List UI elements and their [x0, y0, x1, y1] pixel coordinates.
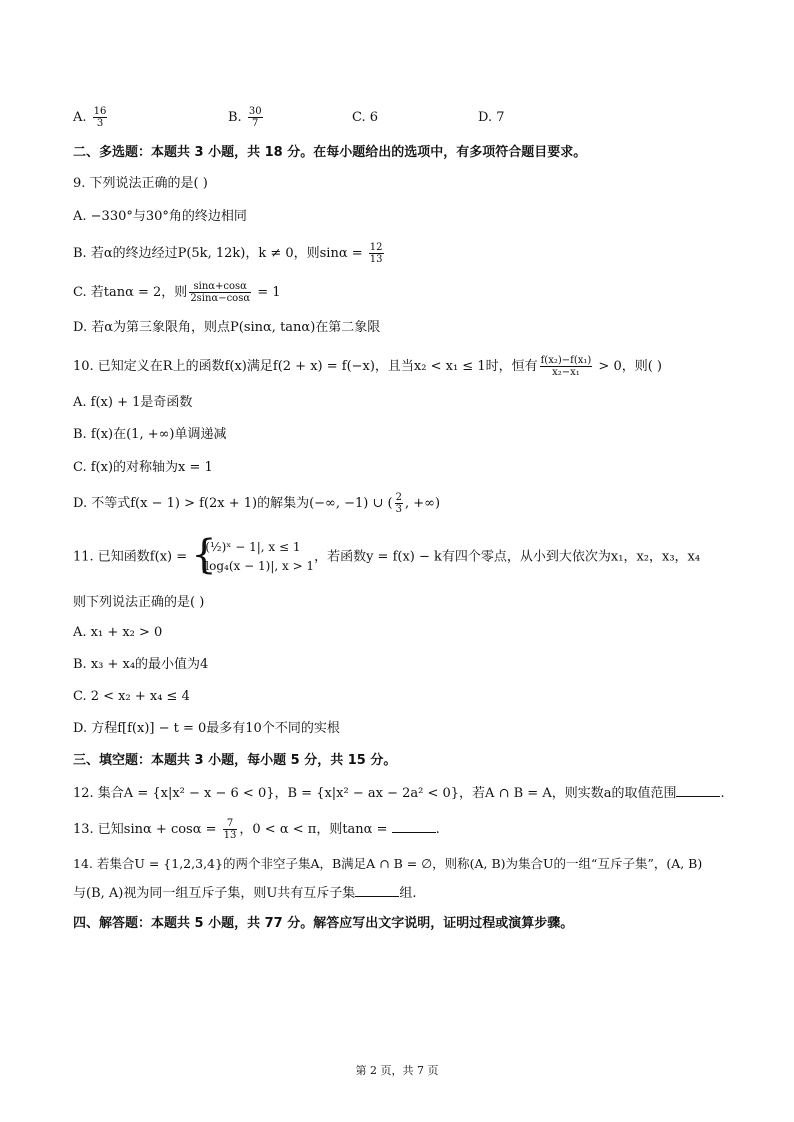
q11-option-d: D. 方程f[f(x)] − t = 0最多有10个不同的实根 — [73, 721, 340, 736]
q14-answer-blank — [355, 884, 399, 897]
q8-option-a: A. $\frac{16}{3}$ — [73, 106, 107, 129]
q13: 13. 已知sinα + cosα = $\frac{7}{13}$ ，0 < α < π，则tanα = . — [73, 818, 440, 841]
section-heading-fill-blank: 三、填空题：本题共 3 小题，每小题 5 分，共 15 分。 — [73, 753, 397, 768]
q10-option-d: D. 不等式f(x − 1) > f(2x + 1)的解集为(−∞, −1) ∪ ( $\frac{2}{3}$ , +∞) — [73, 492, 441, 515]
q13-answer-blank — [392, 820, 436, 833]
q9-b-fraction: $\frac{12}{13}$ — [369, 242, 383, 265]
q11-option-b: B. x₃ + x₄的最小值为4 — [73, 657, 209, 672]
q8-option-c: C. 6 — [352, 110, 379, 125]
q9-option-d: D. 若α为第三象限角，则点P(sinα, tanα)在第二象限 — [73, 320, 381, 335]
q10-stem: 10. 已知定义在R上的函数f(x)满足f(2 + x) = f(−x)，且当x₂ < x₁ ≤ 1时，恒有 $\frac{\text{f(x₂)−f(x₁)}}{\text{x₂−x₁}}$ > 0，则( ) — [73, 355, 663, 378]
q9-stem: 9. 下列说法正确的是( ) — [73, 176, 208, 191]
q12: 12. 集合A = {x|x² − x − 6 < 0}，B = {x|x² − ax − 2a² < 0}，若A ∩ B = A，则实数a的取值范围 . — [73, 786, 725, 801]
q11-option-c: C. 2 < x₂ + x₄ ≤ 4 — [73, 689, 190, 704]
q8-option-b: B. $\frac{30}{7}$ — [228, 106, 262, 129]
q9-option-b: B. 若α的终边经过P(5k, 12k)，k ≠ 0，则sinα = $\frac{12}{13}$ — [73, 242, 383, 265]
q14-line1: 14. 若集合U = {1,2,3,4}的两个非空子集A，B满足A ∩ B = ∅，则称(A, B)为集合U的一组“互斥子集”，(A, B) — [73, 856, 703, 871]
q11-stem-continued: 则下列说法正确的是( ) — [73, 595, 205, 610]
q11-option-a: A. x₁ + x₂ > 0 — [73, 625, 163, 640]
q12-answer-blank — [676, 784, 720, 797]
q11-piecewise: { |(½)ˣ − 1|, x ≤ 1 |log₄(x − 1)|, x > 1 — [191, 532, 315, 578]
q10-d-fraction: $\frac{2}{3}$ — [395, 492, 402, 515]
q9-c-fraction: $\frac{\sin\alpha+\cos\alpha}{2\sin\alpha-\cos\alpha}$ — [190, 281, 251, 304]
page-footer: 第 2 页，共 7 页 — [355, 1064, 439, 1077]
left-brace-icon: { — [191, 532, 217, 578]
q10-option-b: B. f(x)在(1, +∞)单调递减 — [73, 427, 227, 442]
q14-line2: 与(B, A)视为同一组互斥子集，则U共有互斥子集 组. — [73, 886, 417, 901]
section-heading-solutions: 四、解答题：本题共 5 小题，共 77 分。解答应写出文字说明，证明过程或演算步骤。 — [73, 916, 574, 931]
q13-fraction: $\frac{7}{13}$ — [223, 818, 237, 841]
q10-option-a: A. f(x) + 1是奇函数 — [73, 395, 193, 410]
q8-option-a-fraction: $\frac{16}{3}$ — [93, 106, 107, 129]
q10-stem-fraction: $\frac{\text{f(x₂)−f(x₁)}}{\text{x₂−x₁}}$ — [540, 355, 592, 378]
q9-option-a: A. −330°与30°角的终边相同 — [73, 209, 247, 224]
q8-option-d: D. 7 — [478, 110, 505, 125]
q9-option-c: C. 若tanα = 2，则 $\frac{\sin\alpha+\cos\alpha}{2\sin\alpha-\cos\alpha}$ = 1 — [73, 281, 281, 304]
q8-option-b-fraction: $\frac{30}{7}$ — [248, 106, 262, 129]
q10-option-c: C. f(x)的对称轴为x = 1 — [73, 460, 213, 475]
q8-options — [73, 106, 713, 132]
q11-stem: 11. 已知函数f(x) = { |(½)ˣ − 1|, x ≤ 1 |log₄(x − 1)|, x > 1 ，若函数y = f(x) − k有四个零点，从小到大依次为x₁，x₂，x₃，x₄ — [73, 532, 701, 578]
section-heading-multiple-choice: 二、多选题：本题共 3 小题，共 18 分。在每小题给出的选项中，有多项符合题目要求。 — [73, 145, 587, 160]
